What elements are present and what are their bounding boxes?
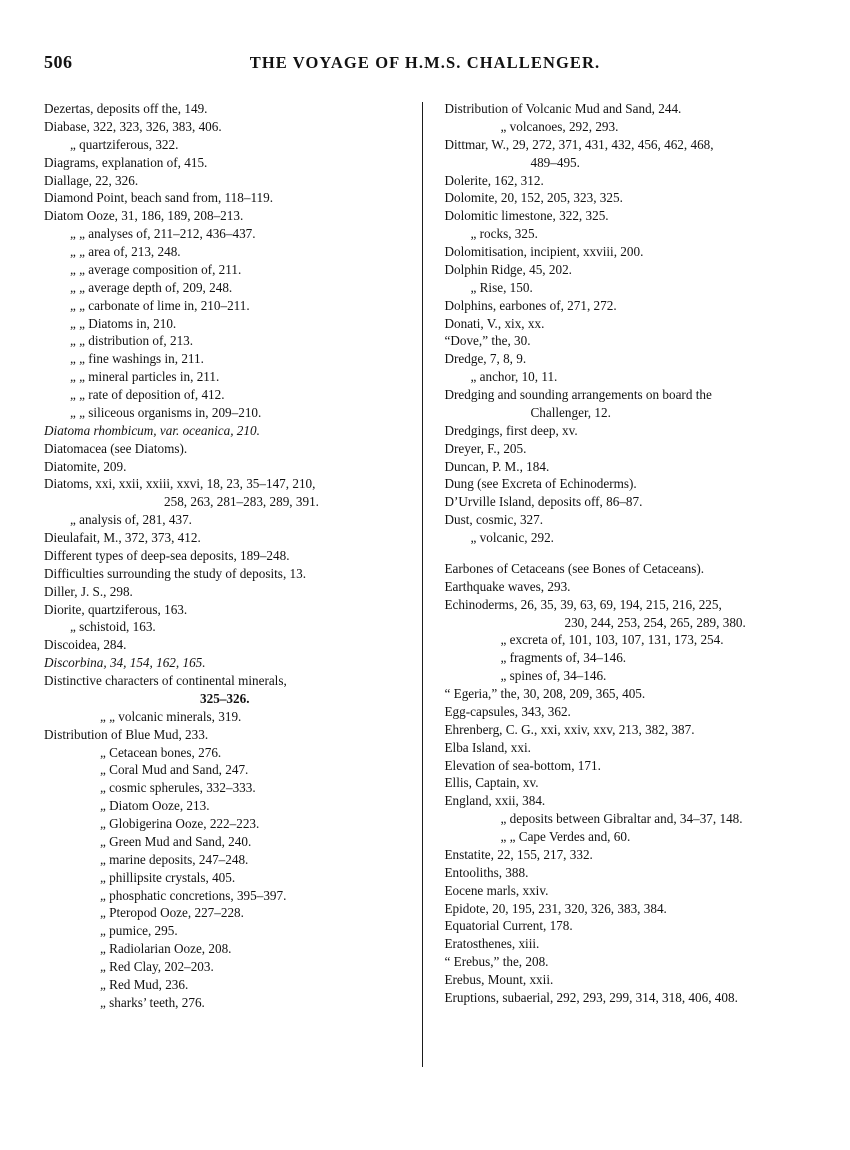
index-entry: „ „ average composition of, 211. [70, 261, 242, 277]
index-entry: Dolomite, 20, 152, 205, 323, 325. [444, 190, 623, 206]
index-entry: Equatorial Current, 178. [444, 918, 573, 934]
index-entry: „ „ distribution of, 213. [70, 333, 194, 349]
index-entry: „ Cetacean bones, 276. [100, 744, 222, 760]
index-entry: Diatoms, xxi, xxii, xxiii, xxvi, 18, 23, 35–147, 210, [44, 476, 316, 492]
index-entry: Dreyer, F., 205. [444, 440, 527, 456]
index-entry: Dung (see Excreta of Echinoderms). [444, 476, 637, 492]
index-entry: Echinoderms, 26, 35, 39, 63, 69, 194, 215, 216, 225, [444, 596, 722, 612]
index-entry: Dittmar, W., 29, 272, 371, 431, 432, 456, 462, 468, [444, 136, 714, 152]
index-entry: „ „ siliceous organisms in, 209–210. [70, 404, 262, 420]
index-entry: „ „ area of, 213, 248. [70, 244, 181, 259]
index-entry: „ anchor, 10, 11. [470, 369, 558, 385]
index-entry: Donati, V., xix, xx. [444, 315, 545, 331]
index-entry: “ Egeria,” the, 30, 208, 209, 365, 405. [444, 686, 646, 701]
index-entry: „ „ mineral particles in, 211. [70, 369, 220, 385]
index-entry: Dredging and sounding arrangements on board the [444, 387, 712, 402]
index-entry: Dolomitic limestone, 322, 325. [444, 208, 609, 224]
index-entry-continuation: 230, 244, 253, 254, 265, 289, 380. [564, 614, 746, 630]
index-entry: „ Coral Mud and Sand, 247. [100, 762, 249, 778]
index-entry: England, xxii, 384. [444, 793, 546, 809]
index-column-left [44, 100, 422, 1012]
index-entry: Enstatite, 22, 155, 217, 332. [444, 846, 593, 862]
entry-group-spacer [444, 547, 806, 560]
page-header [44, 52, 806, 86]
index-entry: „ „ carbonate of lime in, 210–211. [70, 297, 250, 313]
index-entry: „ Red Mud, 236. [100, 976, 189, 992]
index-entry: Diorite, quartziferous, 163. [44, 601, 188, 617]
index-entry: “Dove,” the, 30. [444, 333, 531, 349]
index-entry: Earbones of Cetaceans (see Bones of Cetaceans). [444, 560, 705, 576]
index-column-right [422, 100, 806, 1007]
index-entry: Earthquake waves, 293. [444, 578, 571, 594]
index-entry-continuation: 325–326. [200, 690, 250, 706]
index-entry: Dieulafait, M., 372, 373, 412. [44, 530, 201, 545]
index-entry: „ phosphatic concretions, 395–397. [100, 887, 287, 903]
index-entry: Dolphin Ridge, 45, 202. [444, 261, 572, 277]
index-entry: „ „ fine washings in, 211. [70, 351, 204, 367]
index-entry: Entooliths, 388. [444, 864, 529, 880]
index-entry: Dredge, 7, 8, 9. [444, 351, 527, 367]
index-entry: Distribution of Blue Mud, 233. [44, 726, 209, 742]
index-entry: Diller, J. S., 298. [44, 583, 133, 599]
index-entry: Discoidea, 284. [44, 637, 127, 653]
index-entry: „ deposits between Gibraltar and, 34–37, 148. [500, 811, 743, 827]
index-entry: Ehrenberg, C. G., xxi, xxiv, xxv, 213, 382, 387. [444, 721, 695, 737]
index-entry: Diamond Point, beach sand from, 118–119. [44, 190, 274, 206]
page-number: 506 [44, 52, 73, 72]
index-entry: “ Erebus,” the, 208. [444, 954, 549, 970]
index-entry: „ volcanoes, 292, 293. [500, 118, 619, 134]
index-entry: Egg-capsules, 343, 362. [444, 703, 571, 719]
index-entry: Diabase, 322, 323, 326, 383, 406. [44, 118, 222, 134]
index-entry: „ „ Cape Verdes and, 60. [500, 829, 631, 844]
index-entry: „ quartziferous, 322. [70, 136, 179, 152]
index-entry: „ pumice, 295. [100, 923, 178, 939]
index-entry: Diagrams, explanation of, 415. [44, 154, 208, 170]
index-entry: Distinctive characters of continental minerals, [44, 673, 287, 688]
index-entry: Dolerite, 162, 312. [444, 172, 544, 188]
index-entry: „ spines of, 34–146. [500, 668, 607, 684]
index-entry: Different types of deep-sea deposits, 189–248. [44, 547, 290, 563]
index-entry: Epidote, 20, 195, 231, 320, 326, 383, 384. [444, 900, 667, 916]
index-entry: Dolomitisation, incipient, xxviii, 200. [444, 244, 644, 259]
index-entry: „ „ rate of deposition of, 412. [70, 387, 225, 402]
index-entry: Diatom Ooze, 31, 186, 189, 208–213. [44, 208, 244, 224]
index-entry: Elba Island, xxi. [444, 739, 531, 755]
index-entry: Dust, cosmic, 327. [444, 512, 544, 528]
index-entry: Eocene marls, xxiv. [444, 882, 549, 898]
index-entry: Discorbina, 34, 154, 162, 165. [44, 655, 206, 671]
index-entry: „ „ volcanic minerals, 319. [100, 708, 242, 724]
index-entry: „ analysis of, 281, 437. [70, 512, 192, 528]
index-columns [44, 100, 806, 1067]
index-entry: Erebus, Mount, xxii. [444, 972, 554, 987]
index-entry: Distribution of Volcanic Mud and Sand, 244. [444, 101, 682, 116]
index-entry: „ rocks, 325. [470, 226, 538, 242]
index-entry: „ schistoid, 163. [70, 619, 156, 635]
index-entry: „ „ analyses of, 211–212, 436–437. [70, 226, 256, 242]
index-entry: „ Rise, 150. [470, 279, 533, 295]
index-entry: Diatomacea (see Diatoms). [44, 440, 188, 456]
index-entry: Diatoma rhombicum, var. oceanica, 210. [44, 422, 260, 438]
index-entry-continuation: 258, 263, 281–283, 289, 391. [164, 494, 319, 510]
index-entry: „ „ average depth of, 209, 248. [70, 279, 233, 295]
index-entry: Duncan, P. M., 184. [444, 458, 550, 474]
index-entry: D’Urville Island, deposits off, 86–87. [444, 494, 643, 510]
index-entry: Difficulties surrounding the study of deposits, 13. [44, 565, 307, 581]
index-entry: Eruptions, subaerial, 292, 293, 299, 314, 318, 406, 408. [444, 989, 738, 1005]
index-entry: „ Pteropod Ooze, 227–228. [100, 905, 244, 921]
index-entry: Ellis, Captain, xv. [444, 775, 539, 791]
index-entry: Dolphins, earbones of, 271, 272. [444, 297, 617, 313]
index-entry: „ phillipsite crystals, 405. [100, 869, 236, 885]
index-entry: Dredgings, first deep, xv. [444, 422, 578, 438]
index-entry: „ Globigerina Ooze, 222–223. [100, 816, 260, 831]
index-entry: „ fragments of, 34–146. [500, 650, 627, 666]
index-entry: Eratosthenes, xiii. [444, 936, 540, 952]
index-entry: „ volcanic, 292. [470, 530, 554, 545]
index-entry: „ cosmic spherules, 332–333. [100, 780, 256, 796]
running-head: THE VOYAGE OF H.M.S. CHALLENGER. [249, 53, 601, 72]
index-entry: Elevation of sea-bottom, 171. [444, 757, 601, 773]
index-entry: „ Diatom Ooze, 213. [100, 798, 210, 814]
index-entry: „ „ Diatoms in, 210. [70, 315, 177, 331]
index-entry-continuation: Challenger, 12. [530, 404, 611, 420]
index-entry: Diatomite, 209. [44, 458, 127, 474]
index-entry: Diallage, 22, 326. [44, 172, 139, 188]
index-entry: „ excreta of, 101, 103, 107, 131, 173, 254. [500, 632, 724, 648]
index-entry: „ Radiolarian Ooze, 208. [100, 941, 232, 957]
index-entry-continuation: 489–495. [530, 154, 580, 170]
index-entry: „ Green Mud and Sand, 240. [100, 833, 252, 849]
index-entry: „ sharks’ teeth, 276. [100, 994, 205, 1010]
index-entry: „ marine deposits, 247–248. [100, 851, 249, 867]
index-entry: „ Red Clay, 202–203. [100, 959, 214, 974]
index-entry: Dezertas, deposits off the, 149. [44, 101, 208, 116]
